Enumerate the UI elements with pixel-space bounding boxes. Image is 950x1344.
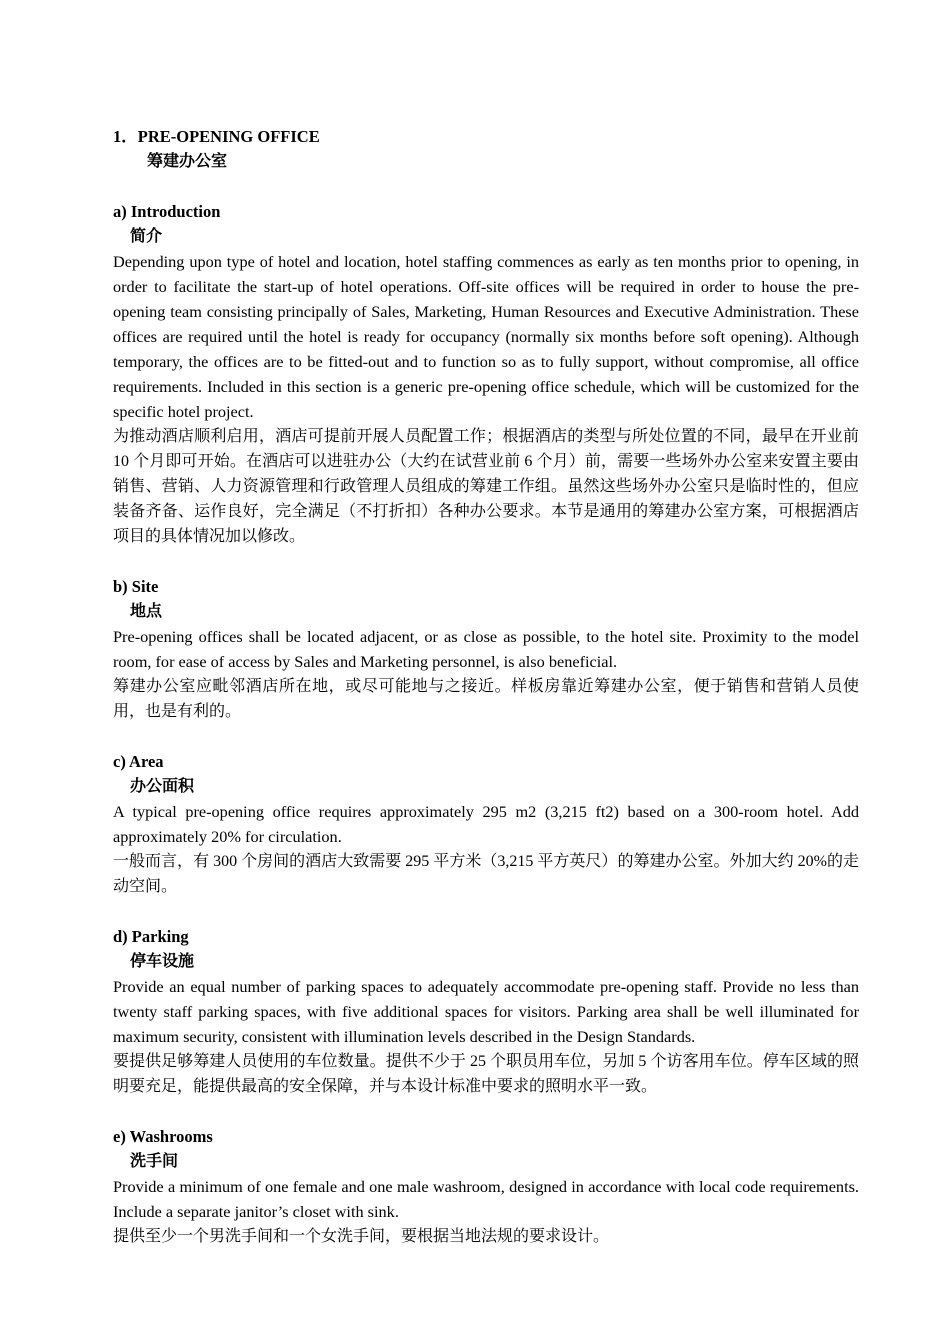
section-text-cn: 筹建办公室应毗邻酒店所在地，或尽可能地与之接近。样板房靠近筹建办公室，便于销售和营销人员使用，也是有利的。: [113, 678, 859, 720]
section-title-cn: 停车设施: [130, 953, 195, 970]
section-text-cn: 一般而言，有 300 个房间的酒店大致需要 295 平方米（3,215 平方英尺）的筹建办公室。外加大约 20%的走动空间。: [113, 853, 859, 895]
section-title: b) Site: [113, 577, 159, 596]
section-title: c) Area: [113, 752, 164, 771]
section-title-cn: 地点: [130, 603, 163, 620]
section-text-en: Pre-opening offices shall be located adjacent, or as close as possible, to the hotel site. Proximity to the model room, for ease of access by Sales and Marketing personnel, is also beneficial.: [113, 627, 859, 671]
section-title: a) Introduction: [113, 202, 221, 221]
section-washrooms: [113, 1124, 859, 1249]
section-title: e) Washrooms: [113, 1127, 213, 1146]
section-text-en: Provide a minimum of one female and one male washroom, designed in accordance with local code requirements. Include a separate janitor’s closet with sink.: [113, 1177, 859, 1221]
document-title: 1．PRE-OPENING OFFICE: [113, 127, 320, 146]
section-text-cn: 要提供足够筹建人员使用的车位数量。提供不少于 25 个职员用车位，另加 5 个访客用车位。停车区域的照明要充足，能提供最高的安全保障，并与本设计标准中要求的照明水平一致。: [113, 1053, 859, 1095]
section-text-en: Depending upon type of hotel and location, hotel staffing commences as early as ten months prior to opening, in order to facilitate the start-up of hotel operations. Off-site offices will be required in order to house the pre-opening team consisting principally of Sales, Marketing, Human Resources and Executive Administration. These offices are required until the hotel is ready for occupancy (normally six months before soft opening). Although temporary, the offices are to be fitted-out and to function so as to fully support, without compromise, all office requirements. Included in this section is a generic pre-opening office schedule, which will be customized for the specific hotel project.: [113, 252, 859, 421]
section-text-en: Provide an equal number of parking spaces to adequately accommodate pre-opening staff. Provide no less than twenty staff parking spaces, with five additional spaces for visitors. Parking area shall be well illuminated for maximum security, consistent with illumination levels described in the Design Standards.: [113, 977, 859, 1046]
section-title-cn: 简介: [130, 228, 163, 245]
document-title-cn: 筹建办公室: [147, 153, 228, 170]
section-introduction: [113, 199, 859, 549]
section-text-en: A typical pre-opening office requires approximately 295 m2 (3,215 ft2) based on a 300-room hotel. Add approximately 20% for circulation.: [113, 802, 859, 846]
section-site: [113, 574, 859, 724]
section-parking: [113, 924, 859, 1099]
section-text-cn: 提供至少一个男洗手间和一个女洗手间，要根据当地法规的要求设计。: [113, 1228, 610, 1245]
section-area: [113, 749, 859, 899]
section-title-cn: 办公面积: [130, 778, 195, 795]
section-text-cn: 为推动酒店顺利启用，酒店可提前开展人员配置工作；根据酒店的类型与所处位置的不同，最早在开业前 10 个月即可开始。在酒店可以进驻办公（大约在试营业前 6 个月）前，需要一些场外办公室来安置主要由销售、营销、人力资源管理和行政管理人员组成的筹建工作组。虽然这些场外办公室只是临时性的，但应装备齐备、运作良好，完全满足（不打折扣）各种办公要求。本节是通用的筹建办公室方案，可根据酒店项目的具体情况加以修改。: [113, 428, 859, 545]
section-title-cn: 洗手间: [130, 1153, 179, 1170]
document-page: [113, 124, 859, 1249]
section-title: d) Parking: [113, 927, 189, 946]
